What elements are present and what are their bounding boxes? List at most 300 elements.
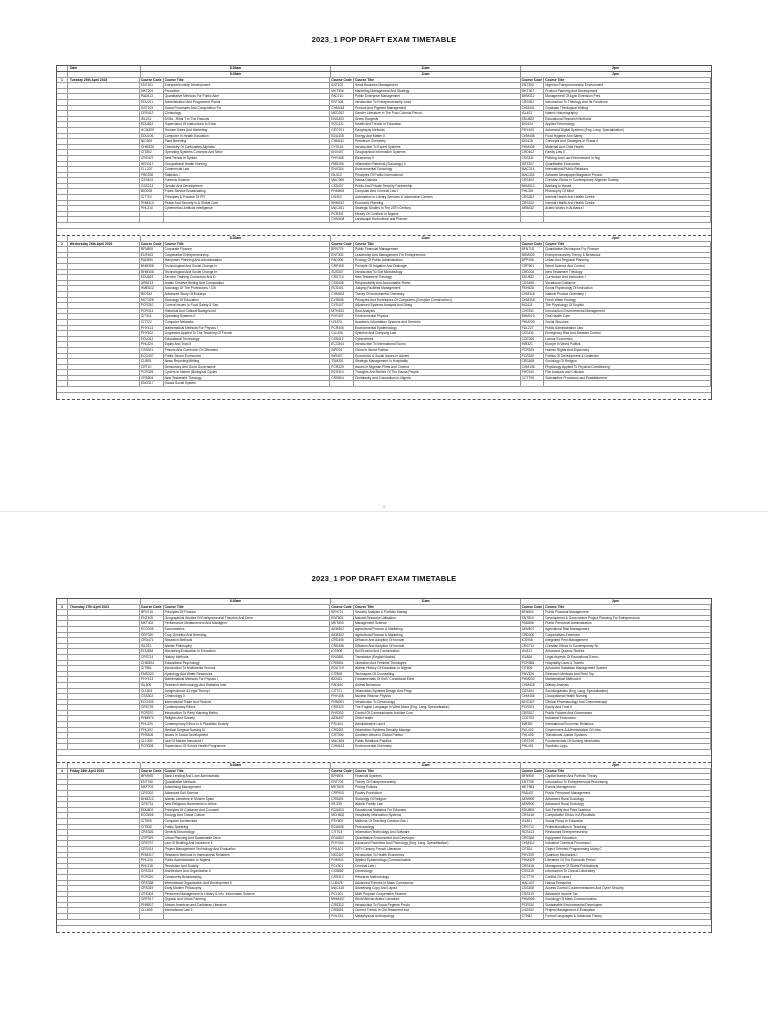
course-code-heading: Course Code bbox=[330, 242, 354, 247]
course-title: Formal Languages & Automata Theory bbox=[544, 914, 711, 919]
course-code bbox=[521, 217, 545, 222]
spacer-cell bbox=[68, 819, 140, 824]
course-code: CHM318 bbox=[521, 292, 545, 297]
course-code: CHM418 bbox=[521, 683, 545, 688]
course-code: CHM318 bbox=[521, 298, 545, 303]
course-code: CHS911 bbox=[521, 309, 545, 314]
course-title: Equipment Education bbox=[544, 836, 711, 841]
course-title: Management Of Agric Extension Pres bbox=[544, 94, 711, 99]
course-title: Strategic Studies In The 20Th Century bbox=[354, 206, 521, 211]
course-code: CRS404 bbox=[140, 892, 164, 897]
spacer-cell bbox=[57, 633, 68, 638]
spacer-cell bbox=[57, 908, 68, 913]
course-title: Advanced Rural Sociology bbox=[544, 797, 711, 802]
course-code: CHM402 bbox=[330, 292, 354, 297]
spacer-cell bbox=[68, 354, 140, 359]
spacer-cell bbox=[57, 841, 68, 846]
course-title: Project Management Technology And Evaluation bbox=[164, 847, 331, 852]
course-code: PAD813 bbox=[140, 94, 164, 99]
course-title-heading: Course Title bbox=[164, 242, 331, 247]
spacer-cell bbox=[57, 864, 68, 869]
course-title: Mathematical Methods For Physics I bbox=[164, 677, 331, 682]
spacer-cell bbox=[57, 903, 68, 908]
course-code: MKT703 bbox=[140, 785, 164, 790]
spacer-cell bbox=[57, 853, 68, 858]
course-title: Quantitative Methods For Public Adm bbox=[164, 94, 331, 99]
course-code: CHM312 bbox=[521, 841, 545, 846]
course-code: CSS331 bbox=[521, 156, 545, 161]
course-code: PHM209 bbox=[521, 320, 545, 325]
course-code: PCR325 bbox=[140, 370, 164, 375]
spacer-cell bbox=[57, 914, 68, 919]
course-code: ISL403 bbox=[521, 111, 545, 116]
course-code: ECO407 bbox=[140, 354, 164, 359]
spacer-cell bbox=[57, 354, 68, 359]
spacer-cell bbox=[68, 173, 140, 178]
course-code: CTH82 bbox=[521, 914, 545, 919]
spacer-cell bbox=[68, 728, 140, 733]
course-code: PCL301 bbox=[330, 864, 354, 869]
course-code: CRS302 bbox=[521, 195, 545, 200]
course-title: Advanced Phonetics And Phonology (Eng. Lang. Specialisation) bbox=[354, 841, 521, 846]
course-code: CRS338 bbox=[140, 881, 164, 886]
course-title: Research Methods And Field Trip bbox=[544, 672, 711, 677]
course-title-heading: Course Title bbox=[544, 605, 711, 610]
course-title: Philosophy Of Mind bbox=[544, 189, 711, 194]
course-title-heading: Course Title bbox=[544, 769, 711, 774]
course-code: PAD850 bbox=[140, 258, 164, 263]
course-code: NSC407 bbox=[330, 853, 354, 858]
slot3-heading: 2pm bbox=[612, 599, 619, 603]
spacer-cell bbox=[57, 381, 68, 386]
course-title: Equity And Trust II bbox=[544, 705, 711, 710]
spacer-cell bbox=[57, 365, 68, 370]
course-title: Security Analysis & Portfolio Manag bbox=[354, 610, 521, 615]
course-code: MKT829 bbox=[330, 785, 354, 790]
course-code: PHY408 bbox=[330, 694, 354, 699]
spacer-cell bbox=[57, 689, 68, 694]
spacer-cell bbox=[57, 178, 68, 183]
course-title: Object Oriented Programming Using C bbox=[544, 847, 711, 852]
timetable-page-2 bbox=[0, 512, 768, 1024]
course-title: Religion And Society bbox=[164, 716, 331, 721]
course-title: History Of Conflicts In Nigeria bbox=[354, 212, 521, 217]
course-title: Hausa Semantics bbox=[544, 881, 711, 886]
course-title: Financial Systems bbox=[354, 774, 521, 779]
slot1-header: 8:30am bbox=[141, 66, 331, 71]
day-number: 2 bbox=[57, 242, 68, 247]
spacer-cell bbox=[57, 217, 68, 222]
course-title-heading: Course Title bbox=[354, 242, 521, 247]
spacer-cell bbox=[68, 661, 140, 666]
course-code-heading: Course Code bbox=[521, 242, 545, 247]
course-title: Real Analysis bbox=[354, 309, 521, 314]
spacer-cell bbox=[68, 167, 140, 172]
course-code: CRP406 bbox=[330, 264, 354, 269]
spacer-cell bbox=[57, 627, 68, 632]
course-code: CSS402 bbox=[140, 178, 164, 183]
course-code: BFN908 bbox=[521, 774, 545, 779]
course-title: Islamic History Of Education In Nigeria bbox=[354, 666, 521, 671]
spacer-cell bbox=[57, 728, 68, 733]
course-title: Administration And Programme Planni bbox=[164, 100, 331, 105]
course-code: CRS418 bbox=[521, 813, 545, 818]
spacer-cell bbox=[57, 270, 68, 275]
spacer-cell bbox=[68, 853, 140, 858]
course-code: PCR358 bbox=[521, 661, 545, 666]
course-title: Public Administration Law bbox=[544, 326, 711, 331]
course-code: CRS517 bbox=[521, 711, 545, 716]
course-code: EDU822 bbox=[140, 122, 164, 127]
spacer-cell bbox=[57, 314, 68, 319]
course-title: Thoughts And Beliefs Of The Hausa People bbox=[354, 370, 521, 375]
spacer-cell bbox=[57, 744, 68, 749]
spacer-cell bbox=[57, 309, 68, 314]
course-code: EDU802 bbox=[140, 808, 164, 813]
course-code: PAD710 bbox=[330, 94, 354, 99]
course-title: Multi Purpose Cooperative Finance bbox=[354, 892, 521, 897]
course-code-heading: Course Code bbox=[330, 78, 354, 83]
course-code: CSS882 bbox=[330, 869, 354, 874]
course-code: CIT801 bbox=[521, 847, 545, 852]
course-title: Information Retrieval (Sociology) II bbox=[354, 162, 521, 167]
course-title: Occupational Health Nursing bbox=[164, 162, 331, 167]
spacer-cell bbox=[57, 212, 68, 217]
course-title: Agricultural Risk Management bbox=[544, 627, 711, 632]
course-code: CRT306 bbox=[330, 733, 354, 738]
course-code: FRE208 bbox=[140, 173, 164, 178]
course-code: SOC421 bbox=[330, 122, 354, 127]
course-code: PHY408 bbox=[330, 156, 354, 161]
course-title: Islamic Philosophy bbox=[164, 644, 331, 649]
spacer-cell bbox=[68, 886, 140, 891]
course-code: EDU834 bbox=[140, 649, 164, 654]
spacer-cell bbox=[68, 139, 140, 144]
course-title: World African Arabic Literature bbox=[354, 897, 521, 902]
course-code: CRS731 bbox=[140, 802, 164, 807]
slot1-heading: 8:30am bbox=[141, 599, 331, 604]
course-code: PHD310 bbox=[521, 370, 545, 375]
course-code: BIO424 bbox=[521, 122, 545, 127]
course-title: Capital Market And Portfolio Theory bbox=[544, 774, 711, 779]
course-title: Operating Systems Concepts And Netw bbox=[164, 150, 331, 155]
course-code: INR201 bbox=[330, 348, 354, 353]
course-title: Advanced Digital Systems (Eng. Lang. Specialisation) bbox=[544, 128, 711, 133]
course-title: Information Systems Security Manage bbox=[354, 728, 521, 733]
course-title: Hydrology And Water Resources bbox=[164, 672, 331, 677]
spacer-cell bbox=[68, 206, 140, 211]
course-title: Emergency Risk And Disaster Control bbox=[544, 331, 711, 336]
course-title: Christian Ethics In Contemporary Ni bbox=[544, 644, 711, 649]
spacer-cell bbox=[57, 763, 68, 768]
slot1-heading: 8:30am bbox=[141, 72, 331, 77]
course-title: Fire Analysis and Criticism bbox=[544, 370, 711, 375]
spacer-cell bbox=[68, 117, 140, 122]
course-code: GEO701 bbox=[330, 128, 354, 133]
course-title: New Trends In Syntax bbox=[164, 156, 331, 161]
spacer-cell bbox=[68, 864, 140, 869]
course-code-heading: Course Code bbox=[140, 605, 164, 610]
spacer-cell bbox=[57, 247, 68, 252]
course-title: Petroleum Chemistry bbox=[354, 139, 521, 144]
course-code: MKT983 bbox=[521, 785, 545, 790]
course-code: CRD406 bbox=[330, 638, 354, 643]
spacer-cell bbox=[57, 672, 68, 677]
course-code: INR407 bbox=[330, 354, 354, 359]
course-code: CSS431 bbox=[521, 331, 545, 336]
course-title: Advertising Copy And Layout bbox=[354, 886, 521, 891]
course-title: Economics & Social Issues In Advent bbox=[354, 354, 521, 359]
timetable-table-1 bbox=[56, 65, 712, 400]
spacer-cell bbox=[68, 281, 140, 286]
course-code: CRS314 bbox=[140, 869, 164, 874]
course-code: MKT307 bbox=[521, 89, 545, 94]
course-title: Landscape Horticulture and Planner bbox=[354, 217, 521, 222]
course-title: Revolution And Society bbox=[164, 864, 331, 869]
course-title: International Trade And Finance bbox=[164, 700, 331, 705]
course-title: Sustainable Environmental Developme bbox=[544, 903, 711, 908]
course-code: ENT802 bbox=[330, 616, 354, 621]
spacer-cell bbox=[68, 621, 140, 626]
course-code: PHM201 bbox=[330, 700, 354, 705]
spacer-cell bbox=[57, 847, 68, 852]
slot2-heading: 11am bbox=[331, 236, 521, 241]
spacer-cell bbox=[57, 253, 68, 258]
course-code: CRS712 bbox=[521, 644, 545, 649]
course-code: CRS601 bbox=[330, 797, 354, 802]
course-code: EDU608 bbox=[330, 825, 354, 830]
spacer-cell bbox=[68, 705, 140, 710]
course-title: Metaphysical Anthropology bbox=[354, 914, 521, 919]
course-title: Quantitative Techniques For Finance bbox=[544, 247, 711, 252]
course-title: General Entomology bbox=[164, 830, 331, 835]
course-title: Public Financial Management bbox=[544, 610, 711, 615]
course-code: CRS707 bbox=[140, 841, 164, 846]
course-code: CRS713 bbox=[330, 275, 354, 280]
course-title: Research Methodology And Statistics Instr bbox=[164, 683, 331, 688]
course-code: PHM425 bbox=[521, 858, 545, 863]
spacer-cell bbox=[68, 365, 140, 370]
course-code: FMS205 bbox=[330, 162, 354, 167]
course-code: CHM326 bbox=[140, 145, 164, 150]
course-title bbox=[354, 381, 521, 386]
course-title: Fresh Water Ecology bbox=[544, 298, 711, 303]
spacer-cell bbox=[68, 908, 140, 913]
spacer-cell bbox=[68, 763, 141, 768]
course-title: Fundamentals Of Nursing Informatics bbox=[544, 739, 711, 744]
course-title: Theory Of Instrumental Chemistry bbox=[354, 292, 521, 297]
course-code: CIT861 bbox=[140, 666, 164, 671]
spacer-cell bbox=[57, 683, 68, 688]
course-title: Organic And Urban Farming bbox=[164, 897, 331, 902]
spacer-cell bbox=[57, 610, 68, 615]
course-title: Family Law II bbox=[544, 150, 711, 155]
course-title: Corporate Finance bbox=[164, 247, 331, 252]
course-title: Islamic Family Law bbox=[354, 802, 521, 807]
course-title: The English Language In West Africa (Eng. Lang. Specialisation) bbox=[354, 705, 521, 710]
course-code: ISL339 bbox=[330, 802, 354, 807]
course-code: CLB05 bbox=[140, 359, 164, 364]
course-code: PHY407 bbox=[330, 314, 354, 319]
spacer-cell bbox=[57, 733, 68, 738]
course-title: International Law II bbox=[164, 908, 331, 913]
spacer-cell bbox=[68, 253, 140, 258]
spacer-cell bbox=[68, 303, 140, 308]
course-code: MHC307 bbox=[521, 700, 545, 705]
course-code bbox=[330, 381, 354, 386]
spacer-cell bbox=[57, 661, 68, 666]
spacer-cell bbox=[68, 83, 140, 88]
course-code: PHY402 bbox=[140, 331, 164, 336]
course-code: PHY403 bbox=[521, 128, 545, 133]
course-code: HEN317 bbox=[140, 162, 164, 167]
course-code: ISL806 bbox=[140, 683, 164, 688]
course-code: EDU806 bbox=[521, 808, 545, 813]
slot2-header: 11am bbox=[331, 66, 521, 71]
course-title: Architecture And Organization II bbox=[164, 869, 331, 874]
spacer-cell bbox=[57, 264, 68, 269]
course-title: Advanced Rural Sociology bbox=[544, 802, 711, 807]
course-title bbox=[164, 914, 331, 919]
course-code: CIT721 bbox=[330, 689, 354, 694]
spacer-cell bbox=[57, 201, 68, 206]
course-title: Responsibility And Accountable Rome bbox=[354, 281, 521, 286]
course-title: Legal Aspects Of Educational Execu bbox=[544, 655, 711, 660]
course-title: Computer Architecture bbox=[164, 819, 331, 824]
spacer-cell bbox=[68, 106, 140, 111]
slot3-heading: 2pm bbox=[612, 72, 619, 76]
course-title: Introduction To Health Economics bbox=[354, 853, 521, 858]
spacer-cell bbox=[57, 655, 68, 660]
course-title: Sermon Training Curriculum And D bbox=[164, 275, 331, 280]
spacer-cell bbox=[68, 744, 140, 749]
spacer-cell bbox=[68, 881, 140, 886]
course-code-heading: Course Code bbox=[140, 78, 164, 83]
course-title: Introduction To Rocca Pegeme Produ bbox=[354, 903, 521, 908]
course-code: CIT311 bbox=[140, 314, 164, 319]
spacer-cell bbox=[68, 111, 140, 116]
spacer-cell bbox=[57, 858, 68, 863]
spacer-cell bbox=[68, 813, 140, 818]
course-title: Economic Planning bbox=[354, 201, 521, 206]
spacer-cell bbox=[68, 733, 140, 738]
course-title: The Physiology Of English bbox=[544, 303, 711, 308]
course-code: BHM212 bbox=[140, 797, 164, 802]
course-title: Nigerian Entrepreneurship Environment bbox=[544, 83, 711, 88]
course-title: Electronics II bbox=[354, 156, 521, 161]
course-title: Promotion bbox=[164, 89, 331, 94]
course-title: Econometrics bbox=[164, 627, 331, 632]
course-title: Contemporary Ethics bbox=[164, 705, 331, 710]
course-title: Educational Statistics For Educator bbox=[354, 808, 521, 813]
spacer-cell bbox=[57, 337, 68, 342]
course-code: CRS427 bbox=[140, 156, 164, 161]
spacer-cell bbox=[68, 672, 140, 677]
course-title: Oral Health Care bbox=[544, 314, 711, 319]
spacer-cell bbox=[57, 320, 68, 325]
spacer-cell bbox=[68, 599, 141, 604]
course-title: Computer Networks bbox=[164, 320, 331, 325]
spacer-cell bbox=[57, 705, 68, 710]
course-code: CCT779 bbox=[521, 875, 545, 880]
course-code bbox=[140, 212, 164, 217]
course-title: Professionalism In Teaching bbox=[544, 825, 711, 830]
course-title: Ecology Of Public Administration bbox=[354, 258, 521, 263]
course-title: Issues In Social Development bbox=[164, 733, 331, 738]
course-code: CCT705 bbox=[521, 376, 545, 381]
course-title: Issues In Nigerian Films And Cinema bbox=[354, 365, 521, 370]
spacer-cell bbox=[68, 212, 140, 217]
spacer-cell bbox=[57, 286, 68, 291]
course-title: Geographical Studies Of Entrepreneurial Theories And Deve bbox=[164, 616, 331, 621]
course-code: MKT306 bbox=[330, 89, 354, 94]
course-title: Management Of Global Publications bbox=[544, 864, 711, 869]
course-title: Advanced Quranic Studies bbox=[544, 649, 711, 654]
course-code: CRD406 bbox=[330, 644, 354, 649]
course-title: Maternal And Child Health bbox=[544, 145, 711, 150]
course-title: Literature Of The Romantic Period bbox=[544, 858, 711, 863]
course-code: PCR405 bbox=[330, 326, 354, 331]
course-code: PCR314 bbox=[140, 309, 164, 314]
slot2-heading: 11am bbox=[331, 763, 521, 768]
course-code: CCE703 bbox=[521, 716, 545, 721]
course-code: PHL318 bbox=[140, 864, 164, 869]
course-title: Christian Ethics In Contemporary Nigerian Society bbox=[544, 178, 711, 183]
course-title: Principles Of Finance bbox=[164, 610, 331, 615]
course-code: BIO411 bbox=[330, 677, 354, 682]
course-code: CRP329 bbox=[140, 836, 164, 841]
spacer-cell bbox=[68, 370, 140, 375]
course-code: BIO309 bbox=[140, 139, 164, 144]
spacer-cell bbox=[57, 836, 68, 841]
course-title: Introduction To Entrepreneurship Lead bbox=[354, 100, 521, 105]
course-code: ECO605 bbox=[140, 813, 164, 818]
course-code: CRS714 bbox=[140, 655, 164, 660]
slot2-heading: 11am bbox=[331, 72, 521, 77]
course-title: Sociology Of Religion bbox=[544, 359, 711, 364]
course-title-heading: Course Title bbox=[164, 769, 331, 774]
spacer-cell bbox=[57, 722, 68, 727]
course-code: MKT402 bbox=[140, 621, 164, 626]
course-title: New Religious Movements In Africa bbox=[164, 802, 331, 807]
course-code bbox=[140, 217, 164, 222]
course-code: PUL227 bbox=[521, 326, 545, 331]
spacer-cell bbox=[68, 655, 140, 660]
course-title: Quantitative Economics bbox=[544, 162, 711, 167]
course-title: Cooperative Entrepreneurship bbox=[164, 253, 331, 258]
course-code: ENT706 bbox=[140, 780, 164, 785]
course-code: BIO208 bbox=[140, 189, 164, 194]
course-title: Poultry Production bbox=[354, 791, 521, 796]
spacer-cell bbox=[57, 694, 68, 699]
course-title: Health And Trends In Education bbox=[354, 122, 521, 127]
course-title: Public Relations Practice bbox=[354, 739, 521, 744]
spacer-cell bbox=[68, 189, 140, 194]
course-title: Systems And Company Law bbox=[354, 331, 521, 336]
course-title: International Public Relations bbox=[544, 167, 711, 172]
course-title: Academic Information Systems And Services bbox=[354, 320, 521, 325]
course-title: Advanced Database Management System bbox=[544, 666, 711, 671]
course-title: Public Financial Management bbox=[354, 247, 521, 252]
course-title: Sociology Of The Professions / CI5 bbox=[164, 286, 331, 291]
course-code: ECO304 bbox=[330, 342, 354, 347]
course-code: PCR323 bbox=[521, 705, 545, 710]
course-code: PSL401 bbox=[330, 722, 354, 727]
course-title: Research Methods In International Relations bbox=[164, 853, 331, 858]
course-code: ENT603 bbox=[140, 253, 164, 258]
course-title: Introduction To International Econo bbox=[354, 342, 521, 347]
spacer-cell bbox=[68, 689, 140, 694]
